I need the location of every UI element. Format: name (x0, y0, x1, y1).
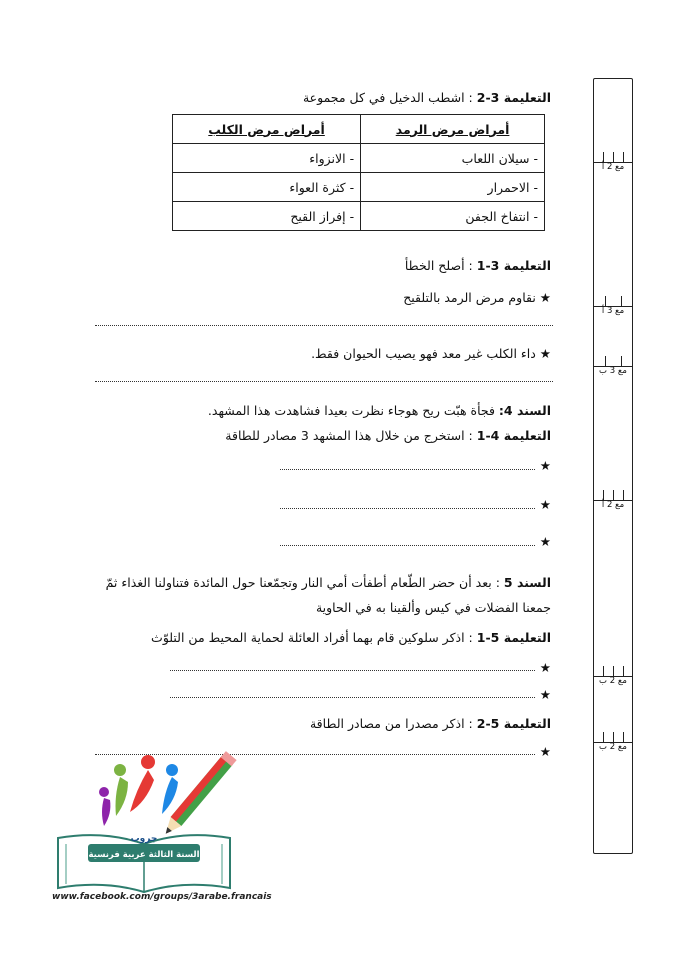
logo-name-text: السنة الثالثة عربية فرنسية (88, 850, 200, 860)
table-cell[interactable]: - سيلان اللعاب (361, 144, 545, 173)
criterion-box[interactable] (593, 732, 633, 750)
table-cell[interactable]: - الانزواء (173, 144, 361, 173)
criterion-label: مع 3 أ (601, 306, 625, 316)
table-cell[interactable]: - الاحمرار (361, 173, 545, 202)
instruction-4-1-text: : استخرج من خلال هذا المشهد 3 مصادر للطاقة (225, 428, 473, 443)
criterion-label: مع 2 ب (599, 676, 627, 686)
answer-line[interactable] (170, 670, 535, 671)
facebook-group-url[interactable]: www.facebook.com/groups/3arabe.francais (52, 892, 272, 902)
correction-item-1: ★ نقاوم مرض الرمد بالتلقيح (403, 290, 551, 305)
star-bullet: ★ (539, 744, 551, 759)
answer-line[interactable] (280, 508, 535, 509)
criterion-box[interactable] (593, 356, 633, 374)
table-header-trachoma: أمراض مرض الرمد (361, 115, 545, 144)
sanad-4-title: السند 4: (498, 403, 551, 418)
criterion-box[interactable] (593, 152, 633, 170)
instruction-5-2 (310, 716, 551, 731)
logo-group-text: جروب (130, 834, 158, 844)
table-cell[interactable]: - إفراز القيح (173, 202, 361, 231)
sanad-4 (208, 403, 551, 418)
criterion-label: مع 2 أ (601, 162, 625, 172)
table-cell[interactable]: - كثرة العواء (173, 173, 361, 202)
answer-line[interactable] (280, 469, 535, 470)
criterion-box[interactable] (593, 296, 633, 314)
star-bullet: ★ (539, 534, 551, 549)
answer-line[interactable] (95, 325, 553, 326)
instruction-3-1-text: : أصلح الخطأ (404, 258, 473, 273)
star-bullet: ★ (539, 687, 551, 702)
instruction-2-3-text: : اشطب الدخيل في كل مجموعة (302, 90, 473, 105)
sanad-4-text: فجأة هبّت ريح هوجاء نظرت بعيدا فشاهدت هذا المشهد. (207, 403, 495, 418)
sanad-5-line2: جمعنا الفضلات في كيس وألقينا به في الحاوية (315, 600, 551, 615)
answer-line[interactable] (170, 697, 535, 698)
instruction-3-1 (405, 258, 551, 273)
table-cell[interactable]: - انتفاخ الجفن (361, 202, 545, 231)
star-bullet: ★ (539, 497, 551, 512)
instruction-5-2-title: التعليمة 5-2 (476, 716, 551, 731)
instruction-4-1-title: التعليمة 4-1 (476, 428, 551, 443)
criterion-label: مع 2 أ (601, 500, 625, 510)
sanad-5 (106, 575, 551, 590)
correction-item-2: ★ داء الكلب غير معد فهو يصيب الحيوان فقط. (311, 346, 551, 361)
sanad-5-title: السند 5 (503, 575, 551, 590)
criterion-box[interactable] (593, 490, 633, 508)
instruction-2-3-title: التعليمة 3-2 (476, 90, 551, 105)
star-bullet: ★ (539, 458, 551, 473)
instruction-5-2-text: : اذكر مصدرا من مصادر الطاقة (309, 716, 473, 731)
group-logo-image (44, 740, 244, 900)
instruction-3-1-title: التعليمة 3-1 (476, 258, 551, 273)
criterion-box[interactable] (593, 666, 633, 684)
table-header-rabies: أمراض مرض الكلب (173, 115, 361, 144)
instruction-5-1-title: التعليمة 5-1 (476, 630, 551, 645)
instruction-5-1 (151, 630, 551, 645)
instruction-4-1 (225, 428, 551, 443)
odd-one-out-table (172, 114, 545, 231)
criterion-label: مع 3 ب (599, 366, 627, 376)
instruction-5-1-text: : اذكر سلوكين قام بهما أفراد العائلة لحماية المحيط من التلوّث (151, 630, 473, 645)
sanad-5-line1: : بعد أن حضر الطّعام أطفأت أمي النار وتجمّعنا حول المائدة فتناولنا الغذاء ثمّ (105, 575, 500, 590)
answer-line[interactable] (280, 545, 535, 546)
answer-line[interactable] (95, 381, 553, 382)
instruction-2-3 (303, 90, 551, 105)
star-bullet: ★ (539, 660, 551, 675)
criterion-label: مع 2 ب (599, 742, 627, 752)
